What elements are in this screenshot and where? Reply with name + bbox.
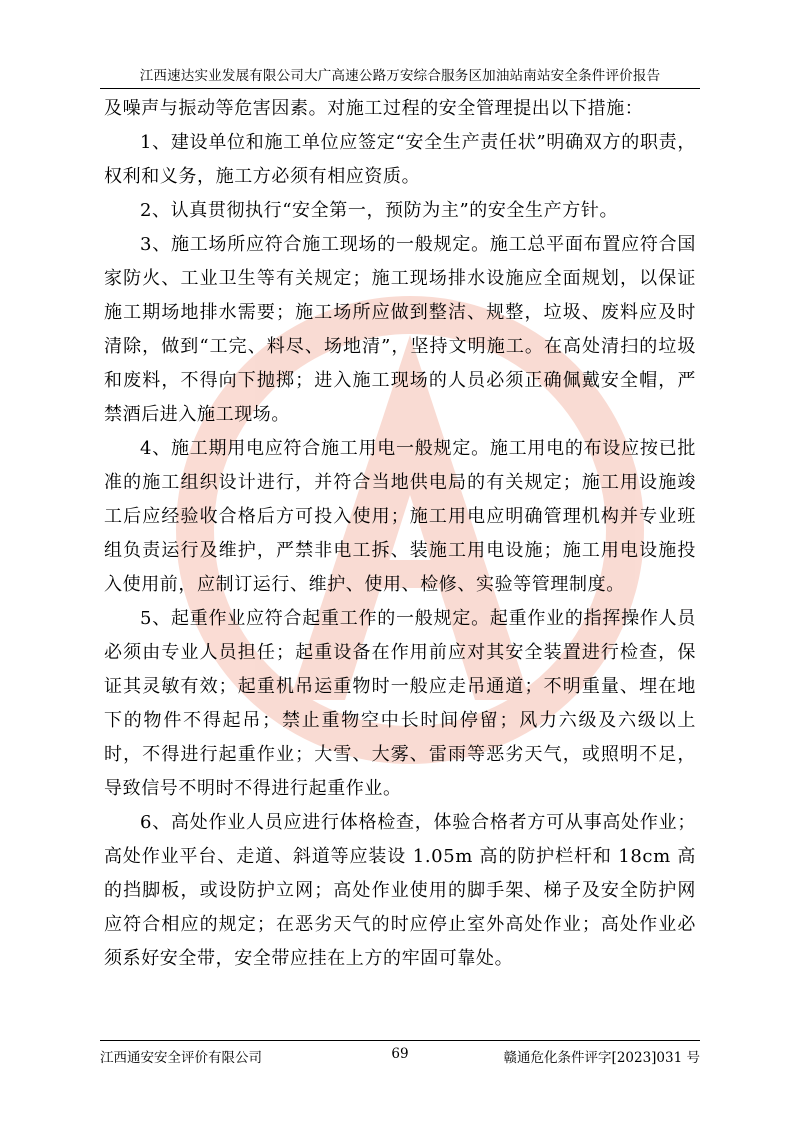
header-divider — [100, 88, 700, 89]
page-header: 江西速达实业发展有限公司大广高速公路万安综合服务区加油站南站安全条件评价报告 — [139, 68, 661, 84]
paragraph-item-6: 6、高处作业人员应进行体格检查，体验合格者方可从事高处作业；高处作业平台、走道、斜道等应装设 1.05m 高的防护栏杆和 18cm 高的挡脚板，或设防护立网；高处作业使用的脚手架、梯子及安全防护网应符合相应的规定；在恶劣天气的时应停止室外高处作业；高处作业必须系好安全带，安全带应挂在上方的牢固可靠处。 — [104, 812, 696, 969]
main-content — [104, 92, 696, 976]
page-number: 69 — [391, 1046, 409, 1062]
paragraph-item-3: 3、施工场所应符合施工现场的一般规定。施工总平面布置应符合国家防火、工业卫生等有关规定；施工现场排水设施应全面规划，以保证施工期场地排水需要；施工场所应做到整洁、规整，垃圾、废料应及时清除，做到“工完、料尽、场地清”，坚持文明施工。在高处清扫的垃圾和废料，不得向下抛掷；进入施工现场的人员必须正确佩戴安全帽，严禁酒后进入施工现场。 — [104, 234, 696, 425]
paragraph-item-4: 4、施工期用电应符合施工用电一般规定。施工用电的布设应按已批准的施工组织设计进行，并符合当地供电局的有关规定；施工用设施竣工后应经验收合格后方可投入使用；施工用电应明确管理机构并专业班组负责运行及维护，严禁非电工拆、装施工用电设施；施工用电设施投入使用前，应制订运行、维护、使用、检修、实验等管理制度。 — [104, 438, 696, 595]
footer-company: 江西通安安全评价有限公司 — [100, 1050, 262, 1066]
document-number: 赣通危化条件评字[2023]031 号 — [503, 1050, 700, 1066]
paragraph-item-2: 2、认真贯彻执行“安全第一，预防为主”的安全生产方针。 — [140, 200, 619, 221]
paragraph-item-1: 1、建设单位和施工单位应签定“安全生产责任状”明确双方的职责，权利和义务，施工方必须有相应资质。 — [104, 132, 696, 187]
paragraph-continuation: 及噪声与振动等危害因素。对施工过程的安全管理提出以下措施： — [104, 98, 644, 119]
page-footer — [100, 1046, 700, 1066]
paragraph-item-5: 5、起重作业应符合起重工作的一般规定。起重作业的指挥操作人员必须由专业人员担任；起重设备在作用前应对其安全装置进行检查，保证其灵敏有效；起重机吊运重物时一般应走吊通道；不明重量、埋在地下的物件不得起吊；禁止重物空中长时间停留；风力六级及六级以上时，不得进行起重作业；大雪、大雾、雷雨等恶劣天气，或照明不足，导致信号不明时不得进行起重作业。 — [104, 608, 696, 799]
footer-divider — [100, 1040, 700, 1041]
